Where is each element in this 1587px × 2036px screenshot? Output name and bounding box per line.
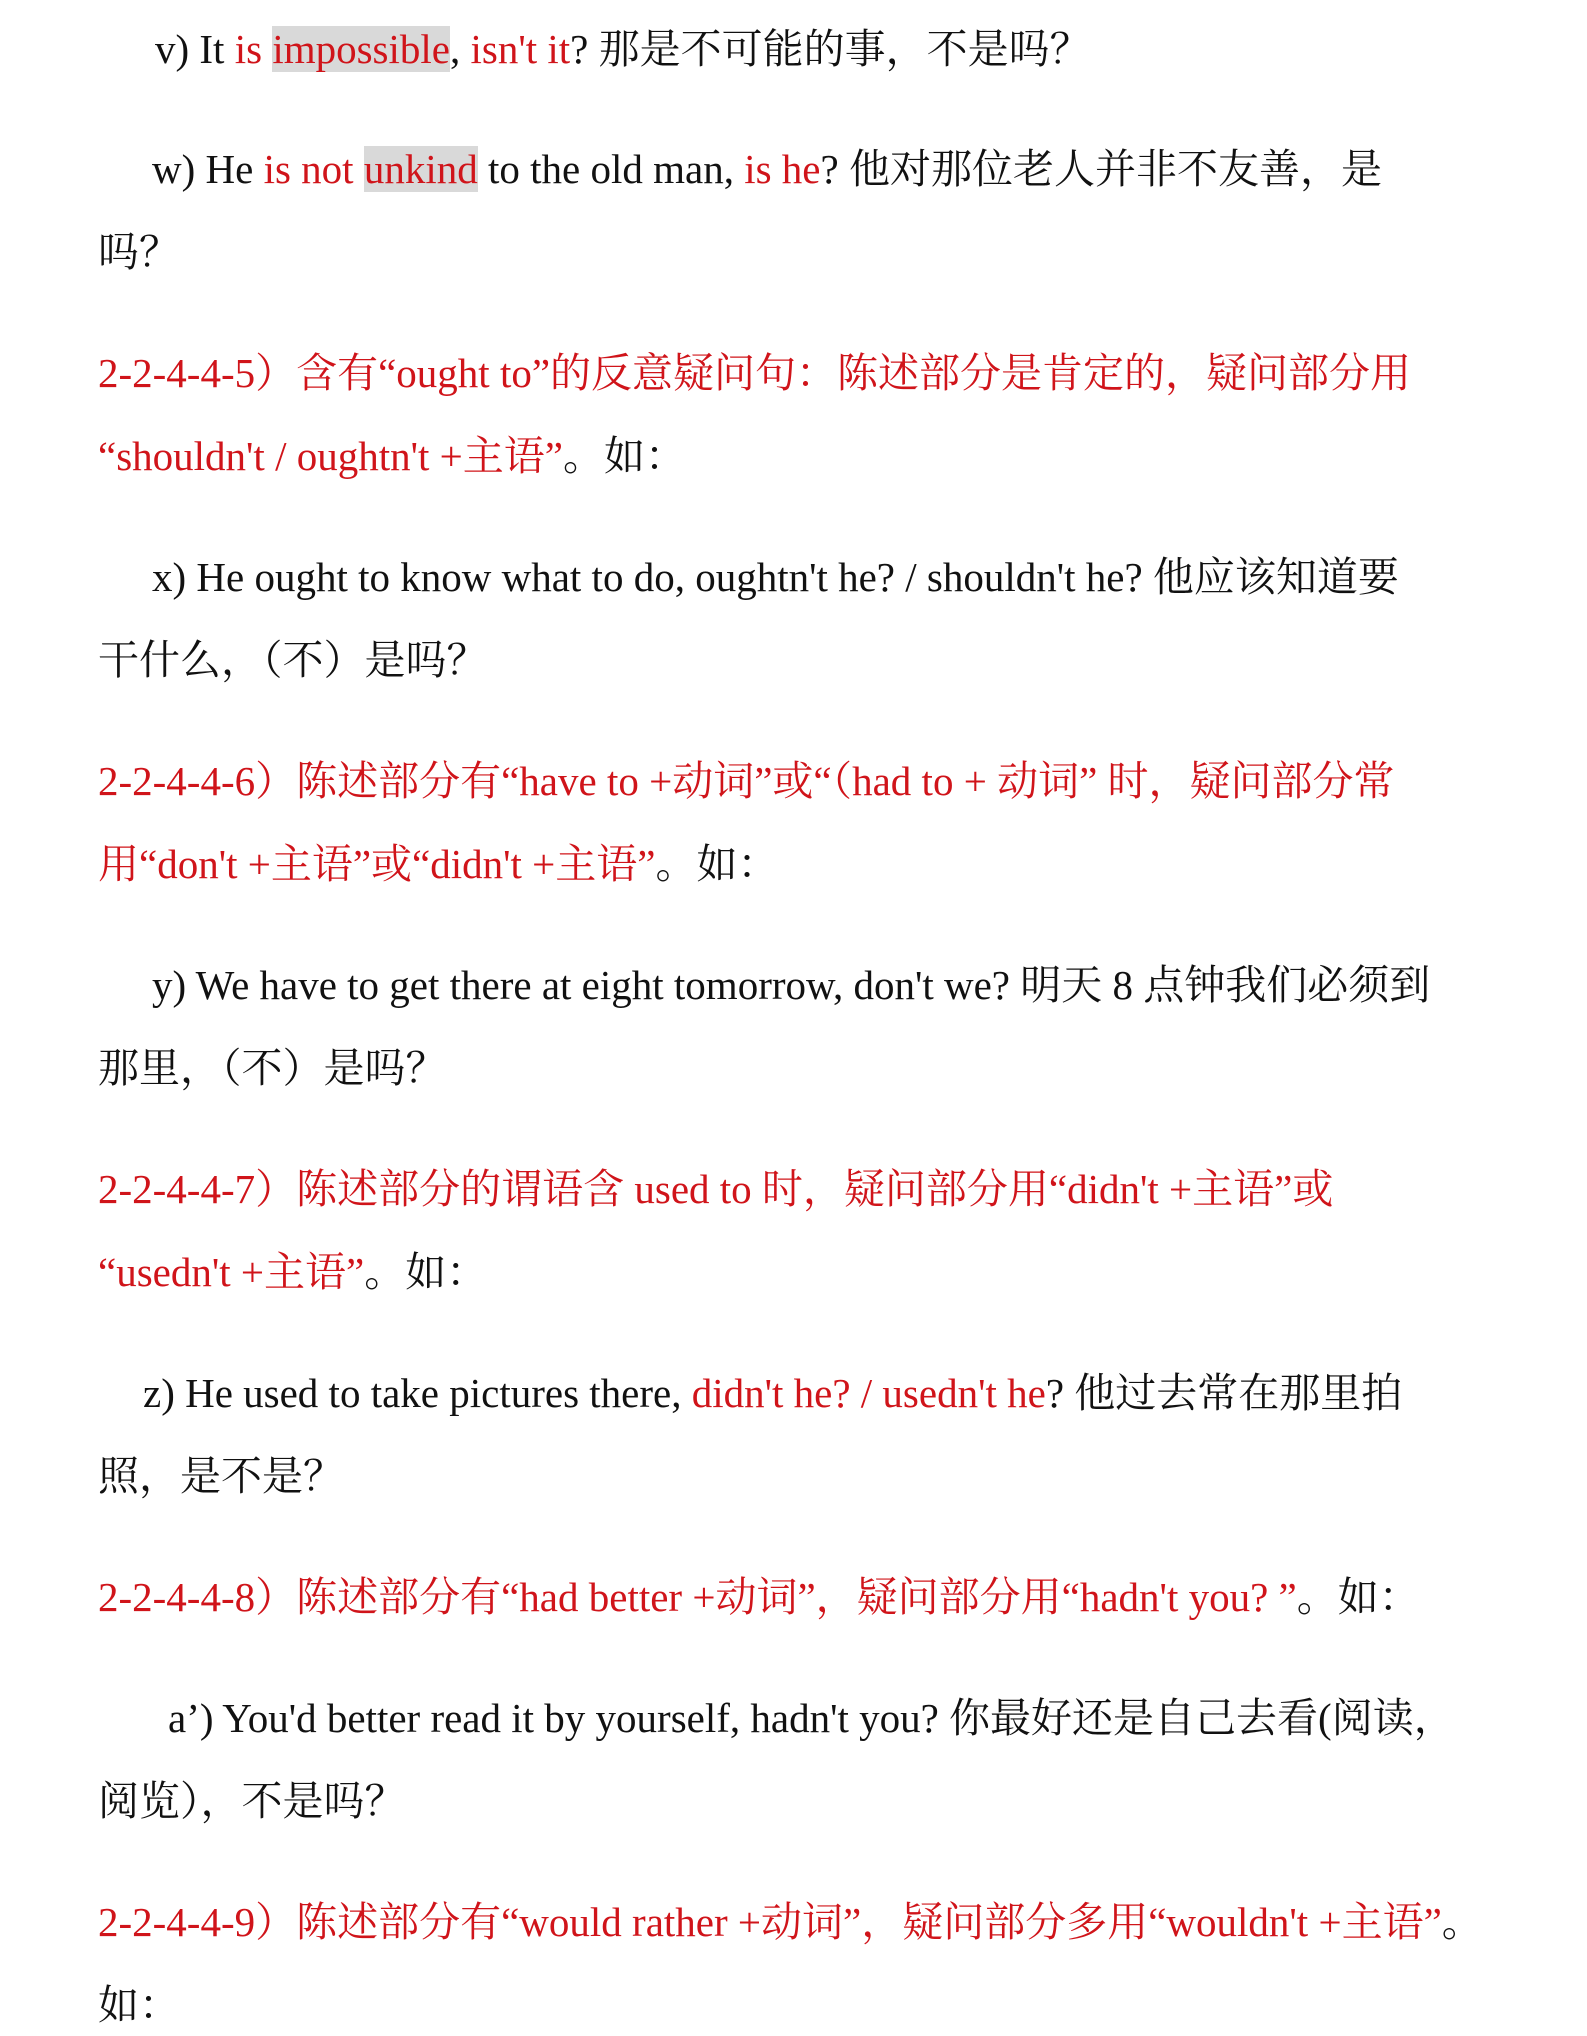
text-segment: x) He ought to know what to do, oughtn't he? / shouldn't he? 他应该知道要 — [152, 554, 1399, 600]
text-segment: 干什么，（不）是吗？ — [98, 637, 488, 683]
example-a-line-2 — [98, 1773, 406, 1829]
example-y-line-1 — [152, 957, 1430, 1013]
text-segment: 2-2-4-4-5）含有“ought to”的反意疑问句：陈述部分是肯定的，疑问部分用 — [98, 350, 1412, 396]
text-segment: z) He used to take pictures there, — [143, 1370, 692, 1416]
text-segment: 。如： — [562, 433, 686, 479]
example-x-line-1 — [152, 549, 1399, 605]
text-segment: w) He — [152, 146, 264, 192]
highlighted-text: impossible — [272, 26, 450, 72]
text-segment: to the old man, — [477, 146, 745, 192]
text-segment: is not — [263, 146, 364, 192]
rule-8-line-1 — [98, 1569, 1420, 1625]
text-segment: 。如： — [655, 841, 779, 887]
text-segment: is — [234, 26, 273, 72]
text-segment: 2-2-4-4-9）陈述部分有“would rather +动词”，疑问部分多用“wouldn't +主语” — [98, 1899, 1442, 1945]
rule-6-line-1 — [98, 753, 1395, 809]
rule-6-line-2 — [98, 836, 778, 892]
rule-7-line-2 — [98, 1244, 487, 1300]
highlighted-text: unkind — [363, 146, 478, 192]
text-segment: y) We have to get there at eight tomorrow, don't we? 明天 8 点钟我们必须到 — [152, 962, 1431, 1008]
text-segment: “usedn't +主语” — [98, 1249, 365, 1295]
example-z-line-1 — [143, 1365, 1402, 1421]
text-segment: “shouldn't / oughtn't +主语” — [98, 433, 563, 479]
text-segment: v) It — [155, 26, 235, 72]
text-segment: is he — [744, 146, 821, 192]
text-segment: 2-2-4-4-7）陈述部分的谓语含 used to 时，疑问部分用“didn't +主语”或 — [98, 1166, 1334, 1212]
text-segment: didn't he? / usedn't he — [691, 1370, 1046, 1416]
text-segment: isn't it — [470, 26, 571, 72]
rule-9-line-2 — [98, 1977, 180, 2033]
example-w-line-2 — [98, 224, 180, 280]
example-x-line-2 — [98, 632, 488, 688]
text-segment: 2-2-4-4-8）陈述部分有“had better +动词”，疑问部分用“hadn't you? ” — [98, 1574, 1297, 1620]
text-segment: 。 — [1441, 1899, 1483, 1945]
text-segment: 。如： — [364, 1249, 488, 1295]
text-segment: ? 他对那位老人并非不友善，是 — [820, 146, 1382, 192]
rule-9-line-1 — [98, 1894, 1483, 1950]
text-segment: 如： — [98, 1982, 180, 2028]
text-segment: 吗？ — [98, 229, 180, 275]
rule-5-line-1 — [98, 345, 1411, 401]
example-v-line-1 — [155, 21, 1091, 77]
example-a-line-1 — [168, 1690, 1455, 1746]
example-y-line-2 — [98, 1040, 447, 1096]
text-segment: ? 他过去常在那里拍 — [1045, 1370, 1403, 1416]
text-segment: 。如： — [1296, 1574, 1420, 1620]
text-segment: 阅览），不是吗？ — [98, 1778, 406, 1824]
text-segment: a’) You'd better read it by yourself, hadn't you? 你最好还是自己去看(阅读， — [168, 1695, 1455, 1741]
text-segment: 用“don't +主语”或“didn't +主语” — [98, 841, 656, 887]
rule-7-line-1 — [98, 1161, 1333, 1217]
text-segment: 照，是不是？ — [98, 1453, 344, 1499]
example-w-line-1 — [152, 141, 1382, 197]
text-segment: , — [450, 26, 471, 72]
text-segment: 那里，（不）是吗？ — [98, 1045, 447, 1091]
example-z-line-2 — [98, 1448, 344, 1504]
text-segment: 2-2-4-4-6）陈述部分有“have to +动词”或“（had to + 动词” 时，疑问部分常 — [98, 758, 1395, 804]
rule-5-line-2 — [98, 428, 686, 484]
text-segment: ? 那是不可能的事，不是吗？ — [570, 26, 1091, 72]
